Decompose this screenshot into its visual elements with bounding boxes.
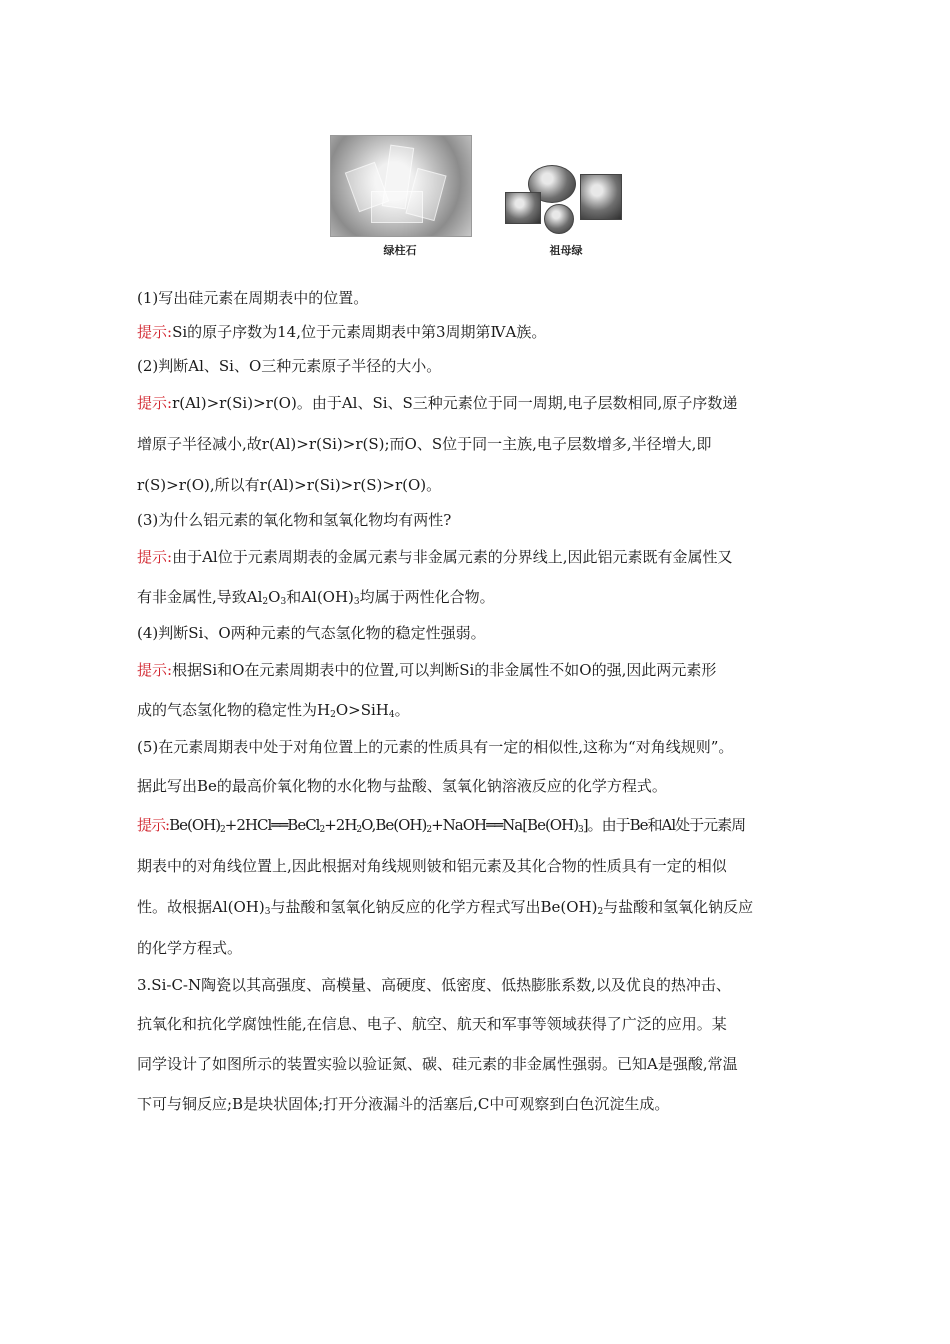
- question-3: (3)为什么铝元素的氧化物和氢氧化物均有两性?: [137, 511, 452, 529]
- answer-2-line-3: r(S)>r(O),所以有r(Al)>r(Si)>r(S)>r(O)。: [137, 476, 442, 494]
- problem-3-line-3: 同学设计了如图所示的装置实验以验证氮、碳、硅元素的非金属性强弱。已知A是强酸,常温: [137, 1055, 738, 1073]
- answer-4-line-2: 成的气态氢化物的稳定性为$H_2O>SiH_4$。: [137, 701, 410, 720]
- answer-5-line-3: 性。故根据$Al(OH)_3$与盐酸和氢氧化钠反应的化学方程式写出$Be(OH)_2$与盐酸和氢氧化钠反应: [137, 898, 754, 917]
- answer-2-line-1: 提示:r(Al)>r(Si)>r(O)。由于Al、Si、S三种元素位于同一周期,电子层数相同,原子序数递: [137, 394, 738, 412]
- answer-5-line-1: 提示$:Be(OH)_2+2HCl══BeCl_2+2H_2O,Be(OH)_2+NaOH══Na[Be(OH)_3]$。由于Be和Al处于元素周: [137, 816, 746, 835]
- answer-2-line-2: 增原子半径减小,故r(Al)>r(Si)>r(S);而O、S位于同一主族,电子层数增多,半径增大,即: [137, 435, 712, 453]
- answer-4-line-1: 提示:根据Si和O在元素周期表中的位置,可以判断Si的非金属性不如O的强,因此两元素形: [137, 661, 717, 679]
- problem-3-line-2: 抗氧化和抗化学腐蚀性能,在信息、电子、航空、航天和军事等领域获得了广泛的应用。某: [137, 1015, 727, 1033]
- hint-label: 提示:: [137, 394, 173, 412]
- answer-3-line-2: 有非金属性,导致$Al_2O_3$和$Al(OH)_3$均属于两性化合物。: [137, 588, 495, 607]
- question-2: (2)判断Al、Si、O三种元素原子半径的大小。: [137, 357, 442, 375]
- question-4: (4)判断Si、O两种元素的气态氢化物的稳定性强弱。: [137, 624, 486, 642]
- problem-3-line-1: 3.Si-C-N陶瓷以其高强度、高模量、高硬度、低密度、低热膨胀系数,以及优良的热冲击、: [137, 976, 731, 994]
- hint-label: 提示:: [137, 548, 173, 566]
- question-5-line-2: 据此写出Be的最高价氧化物的水化物与盐酸、氢氧化钠溶液反应的化学方程式。: [137, 777, 667, 795]
- question-5-line-1: (5)在元素周期表中处于对角位置上的元素的性质具有一定的相似性,这称为“对角线规则”。: [137, 738, 734, 756]
- hint-label: 提示:: [137, 816, 170, 834]
- beryl-photo: [330, 135, 472, 237]
- hint-label: 提示:: [137, 661, 173, 679]
- emerald-caption: 祖母绿: [549, 244, 583, 257]
- question-1: (1)写出硅元素在周期表中的位置。: [137, 289, 369, 307]
- beryl-caption: 绿柱石: [383, 244, 417, 257]
- hint-label: 提示:: [137, 323, 173, 341]
- mineral-figures: [0, 0, 950, 270]
- answer-5-line-2: 期表中的对角线位置上,因此根据对角线规则铍和铝元素及其化合物的性质具有一定的相似: [137, 857, 727, 875]
- emerald-gems: [500, 160, 630, 235]
- problem-3-line-4: 下可与铜反应;B是块状固体;打开分液漏斗的活塞后,C中可观察到白色沉淀生成。: [137, 1095, 670, 1113]
- answer-1: 提示:Si的原子序数为14,位于元素周期表中第3周期第ⅣA族。: [137, 323, 547, 341]
- answer-5-line-4: 的化学方程式。: [137, 939, 243, 957]
- answer-3-line-1: 提示:由于Al位于元素周期表的金属元素与非金属元素的分界线上,因此铝元素既有金属性又: [137, 548, 733, 566]
